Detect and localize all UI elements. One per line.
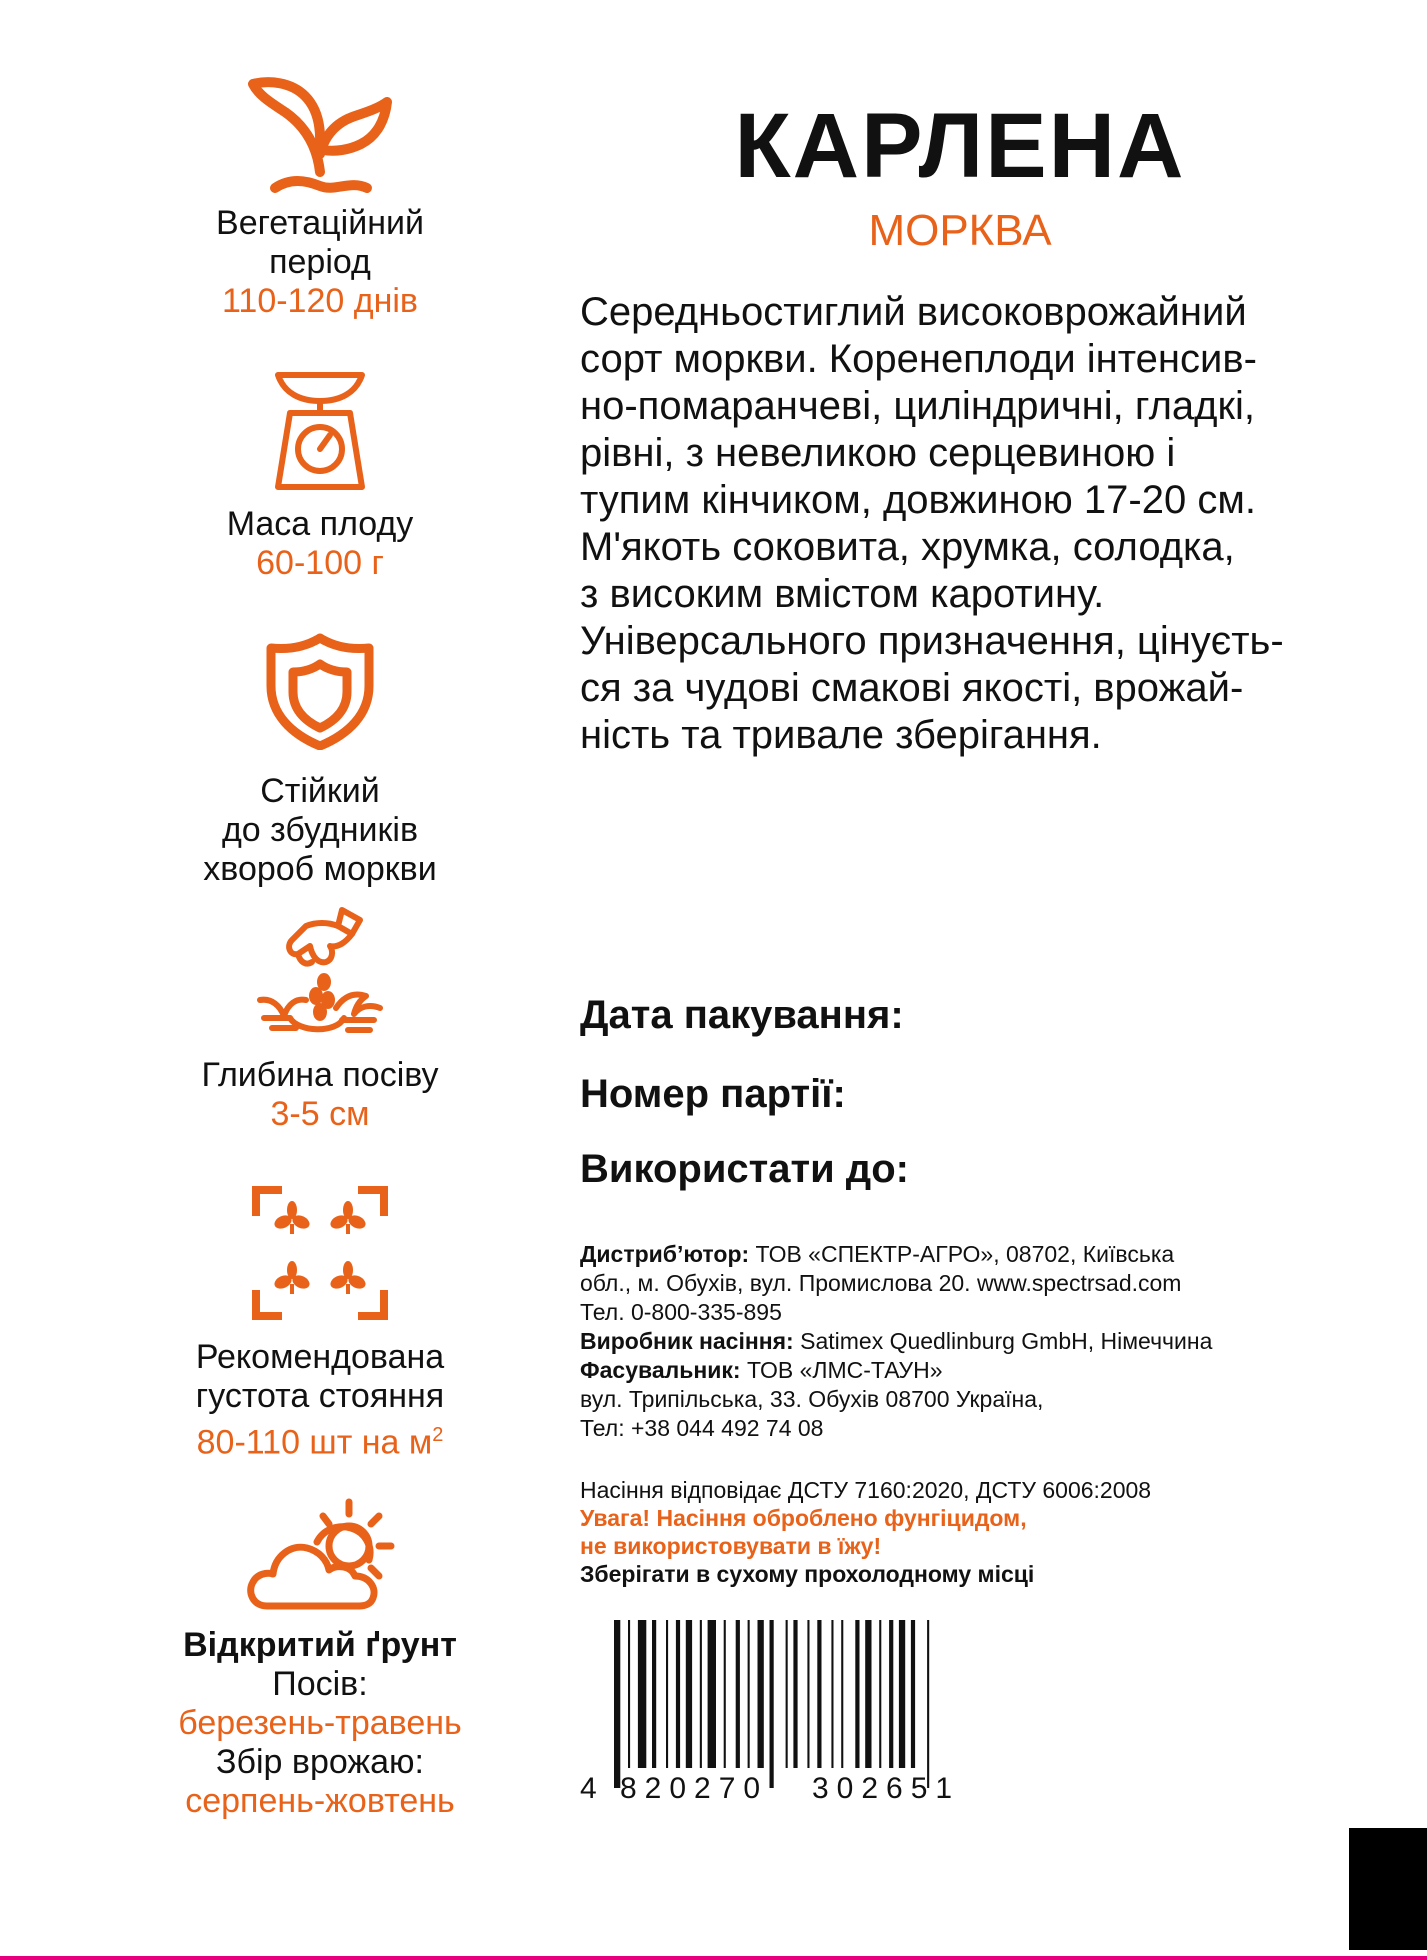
barcode-bar	[927, 1620, 929, 1788]
feature-label: Рекомендована	[195, 1338, 445, 1376]
barcode-bar	[736, 1620, 740, 1768]
feature-density	[120, 1186, 520, 1462]
barcode-group-left: 820270	[620, 1772, 769, 1805]
description-line: ся за чудові смакові якості, врожай-	[580, 666, 1244, 710]
feature-resistance	[120, 632, 520, 889]
description-line: Універсального призначення, цінуєть-	[580, 619, 1284, 663]
feature-label: густота стояння	[195, 1377, 445, 1415]
barcode-bar	[666, 1620, 668, 1768]
packer-address: вул. Трипільська, 33. Обухів 08700 Україна,	[580, 1386, 1044, 1412]
warning-line: Увага! Насіння оброблено фунгіцидом,	[580, 1505, 1027, 1531]
barcode-bar	[700, 1620, 702, 1768]
harvest-value: серпень-жовтень	[185, 1782, 455, 1820]
feature-label: Глибина посіву	[201, 1056, 439, 1094]
barcode-group-right: 302651	[812, 1772, 961, 1805]
feature-label: хвороб моркви	[203, 850, 437, 888]
description-line: но-помаранчеві, циліндричні, гладкі,	[580, 384, 1256, 428]
feature-vegetation	[120, 76, 520, 321]
barcode-bar	[807, 1620, 809, 1768]
feature-label: Стійкий	[260, 772, 380, 810]
batch-number-label: Номер партії:	[580, 1072, 846, 1116]
barcode-bars	[614, 1620, 929, 1788]
sowing-value: березень-травень	[178, 1704, 462, 1742]
barcode	[580, 1620, 1030, 1805]
distributor-info	[580, 1240, 1340, 1443]
barcode-bar	[748, 1620, 750, 1768]
product-description	[580, 289, 1360, 759]
harvest-label: Збір врожаю:	[215, 1743, 425, 1781]
feature-label: період	[269, 243, 371, 281]
packer-text: ТОВ «ЛМС-ТАУН»	[740, 1357, 943, 1383]
barcode-bar	[724, 1620, 726, 1768]
barcode-bar	[652, 1620, 656, 1768]
scale-icon	[270, 365, 370, 493]
barcode-bar	[708, 1620, 716, 1768]
distributor-address: обл., м. Обухів, вул. Промислова 20. www.spectrsad.com	[580, 1270, 1182, 1296]
warning-line: не використовувати в їжу!	[580, 1533, 882, 1559]
barcode-bar	[899, 1620, 905, 1768]
packer-label: Фасувальник:	[580, 1357, 741, 1383]
description-line: М'якоть соковита, хрумка, солодка,	[580, 525, 1235, 569]
storage-text: Зберігати в сухому прохолодному місці	[580, 1561, 1035, 1587]
plant-density-icon	[252, 1186, 388, 1320]
corner-block	[1349, 1828, 1427, 1950]
description-line: з високим вмістом каротину.	[580, 572, 1105, 616]
barcode-bar	[793, 1620, 797, 1768]
producer-label: Виробник насіння:	[580, 1328, 794, 1354]
use-by-label: Використати до:	[580, 1147, 909, 1191]
barcode-bar	[628, 1620, 630, 1768]
barcode-bar	[831, 1620, 833, 1768]
barcode-bar	[865, 1620, 871, 1768]
barcode-bar	[758, 1620, 764, 1768]
barcode-bar	[889, 1620, 893, 1768]
barcode-bar	[638, 1620, 646, 1768]
sun-cloud-icon	[245, 1494, 395, 1614]
description-line: ність та тривале зберігання.	[580, 713, 1102, 757]
barcode-bar	[676, 1620, 680, 1768]
product-title: КАРЛЕНА	[734, 95, 1186, 197]
distributor-phone: Тел. 0-800-335-895	[580, 1299, 782, 1325]
distributor-text: ТОВ «СПЕКТР-АГРО», 08702, Київська	[749, 1241, 1175, 1267]
description-line: сорт моркви. Коренеплоди інтенсив-	[580, 337, 1257, 381]
barcode-bar	[614, 1620, 620, 1788]
feature-value: 60-100 г	[256, 544, 384, 582]
distributor-label: Дистриб’ютор:	[580, 1241, 750, 1267]
barcode-bar	[817, 1620, 821, 1768]
standard-text: Насіння відповідає ДСТУ 7160:2020, ДСТУ 6006:2008	[580, 1477, 1152, 1503]
feature-value	[120, 1416, 520, 1462]
barcode-bar	[879, 1620, 881, 1768]
description-line: тупим кінчиком, довжиною 17-20 см.	[580, 478, 1256, 522]
packer-line	[580, 1356, 1340, 1385]
feature-label: Маса плоду	[226, 505, 414, 543]
barcode-first-digit: 4	[580, 1772, 597, 1805]
sowing-hand-icon	[250, 900, 390, 1040]
feature-ground	[120, 1494, 520, 1821]
bottom-accent-line	[0, 1956, 1427, 1960]
description-line: рівні, з невеликою серцевиною і	[580, 431, 1176, 475]
feature-label: Вегетаційний	[216, 204, 424, 242]
packer-phone: Тел: +38 044 492 74 08	[580, 1415, 824, 1441]
sprout-icon	[245, 76, 395, 196]
producer-text: Satimex Quedlinburg GmbH, Німеччина	[793, 1328, 1213, 1354]
feature-depth	[120, 900, 520, 1134]
barcode-bar	[786, 1620, 788, 1768]
barcode-bar	[855, 1620, 859, 1768]
sowing-label: Посів:	[272, 1665, 368, 1703]
shield-icon	[265, 632, 375, 750]
pack-date-label: Дата пакування:	[580, 993, 904, 1037]
compliance-block	[580, 1476, 1340, 1588]
barcode-bar	[841, 1620, 843, 1768]
density-unit-sup: 2	[432, 1424, 444, 1446]
feature-value: 3-5 см	[270, 1095, 370, 1133]
producer-line	[580, 1327, 1340, 1356]
ground-title: Відкритий ґрунт	[183, 1626, 457, 1664]
barcode-bar	[911, 1620, 915, 1768]
distributor-line	[580, 1240, 1340, 1269]
barcode-bar	[770, 1620, 774, 1788]
feature-mass	[120, 365, 520, 583]
product-subtitle: МОРКВА	[868, 206, 1052, 255]
barcode-bar	[686, 1620, 692, 1768]
density-value: 80-110 шт на м	[196, 1423, 433, 1462]
description-line: Середньостиглий високоврожайний	[580, 290, 1247, 334]
feature-value: 110-120 днів	[222, 282, 418, 320]
feature-label: до збудників	[221, 811, 419, 849]
